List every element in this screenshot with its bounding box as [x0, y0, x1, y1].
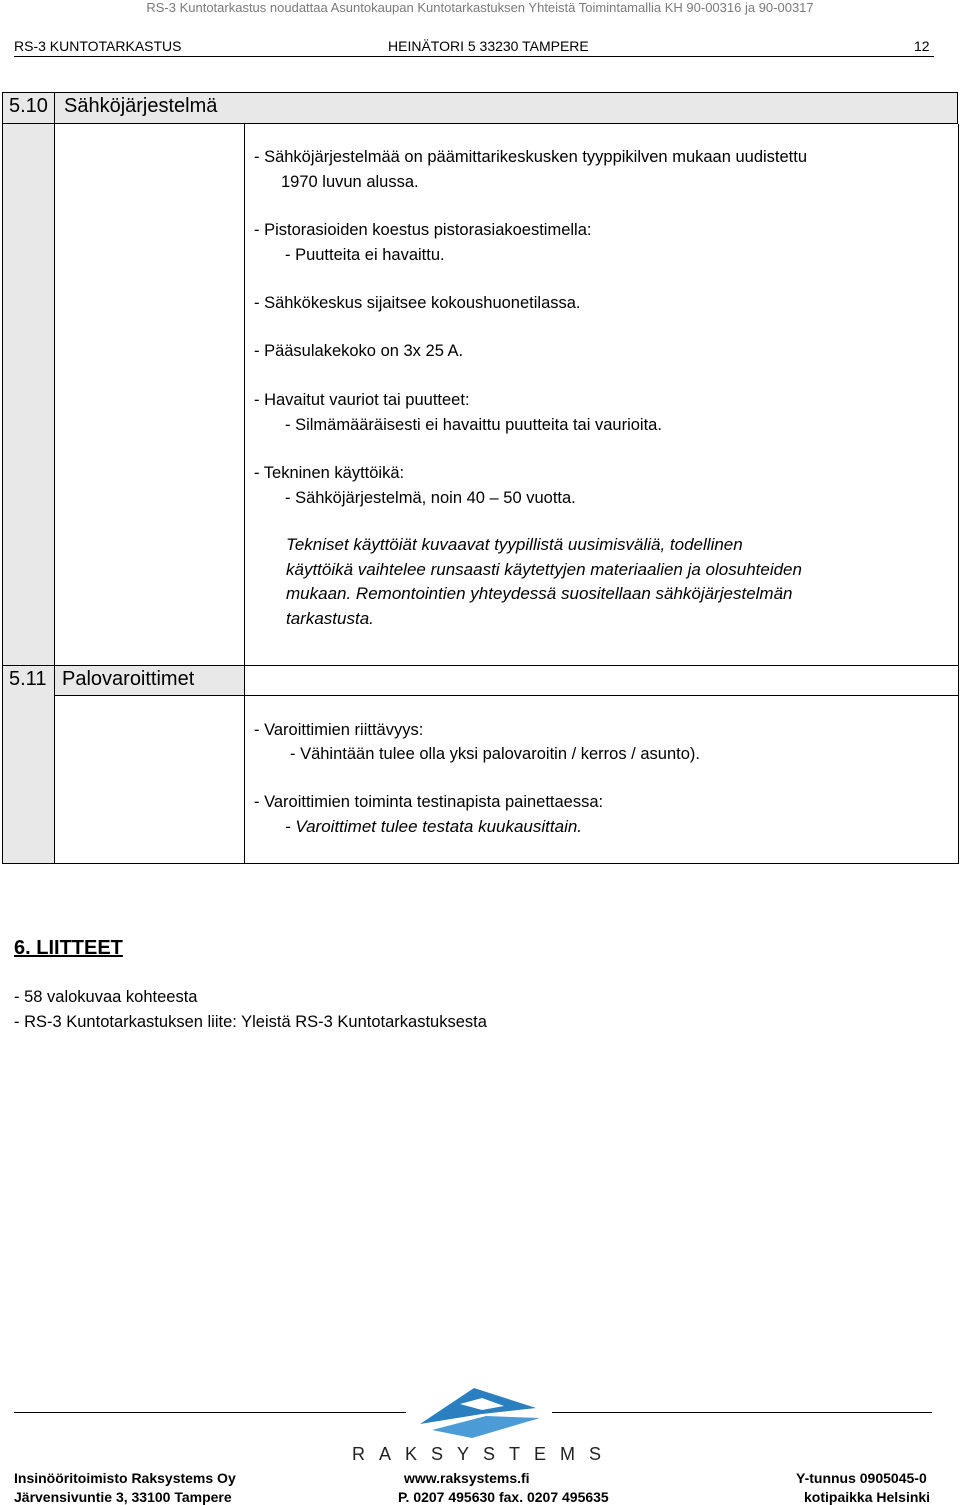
section-511-gray-column	[2, 695, 54, 863]
section-510-line-4: - Puutteita ei havaittu.	[285, 246, 445, 264]
section-510-note-1: Tekniset käyttöiät kuvaavat tyypillistä uusimisväliä, todellinen	[286, 535, 743, 554]
section-511-number: 5.11	[9, 668, 47, 690]
section-510-number: 5.10	[9, 95, 48, 117]
section-510-line-6: - Pääsulakekoko on 3x 25 A.	[254, 342, 464, 360]
section-511-title: Palovaroittimet	[62, 668, 195, 690]
section-510-line-9: - Tekninen käyttöikä:	[254, 464, 405, 482]
header-rule	[14, 56, 934, 57]
section-510-left-border	[2, 124, 3, 665]
section-510-right-border	[958, 124, 959, 665]
section-511-header-bottom	[2, 695, 959, 696]
top-note: RS-3 Kuntotarkastus noudattaa Asuntokaupan Kuntotarkastuksen Yhteistä Toimintamallia KH 90-00316 ja 90-00317	[146, 0, 814, 15]
section-510-line-7: - Havaitut vauriot tai puutteet:	[254, 391, 470, 409]
footer-rule-right	[552, 1412, 932, 1413]
footer-company: Insinööritoimisto Raksystems Oy	[14, 1470, 236, 1486]
section-510-note-4: tarkastusta.	[286, 609, 374, 628]
section-511-left-border	[2, 695, 3, 863]
section-510-line-10: - Sähköjärjestelmä, noin 40 – 50 vuotta.	[285, 489, 576, 507]
section-511-col-divider-1	[54, 695, 55, 863]
section-511-header-left	[2, 665, 3, 695]
header-address: HEINÄTORI 5 33230 TAMPERE	[388, 38, 589, 54]
section-511-line-3: - Varoittimien toiminta testinapista painettaessa:	[254, 793, 604, 811]
section-510-line-1: - Sähköjärjestelmää on päämittarikeskusken tyyppikilven mukaan uudistettu	[254, 148, 808, 166]
section-511-header-divider-2	[244, 665, 245, 695]
attachment-item-2: - RS-3 Kuntotarkastuksen liite: Yleistä RS-3 Kuntotarkastuksesta	[14, 1013, 487, 1031]
attachments-title: 6. LIITTEET	[14, 937, 123, 959]
section-510-line-5: - Sähkökeskus sijaitsee kokoushuonetilassa.	[254, 294, 581, 312]
section-510-note-3: mukaan. Remontointien yhteydessä suositellaan sähköjärjestelmän	[286, 584, 793, 603]
section-511-top-border	[2, 665, 959, 666]
footer-website: www.raksystems.fi	[404, 1470, 530, 1486]
footer-address: Järvensivuntie 3, 33100 Tampere	[14, 1489, 232, 1505]
footer-phone: P. 0207 495630 fax. 0207 495635	[398, 1489, 609, 1505]
section-511-header-right	[958, 665, 959, 695]
footer-business-id: Y-tunnus 0905045-0	[796, 1470, 927, 1486]
section-510-col-divider-2	[244, 124, 245, 665]
section-510-note-2: käyttöikä vaihtelee runsaasti käytettyjen materiaalien ja olosuhteiden	[286, 560, 802, 579]
section-510-title: Sähköjärjestelmä	[64, 95, 218, 117]
section-510-col-divider-1	[54, 124, 55, 665]
section-510-line-8: - Silmämääräisesti ei havaittu puutteita tai vaurioita.	[285, 416, 662, 434]
section-510-gray-column	[2, 124, 54, 665]
footer-domicile: kotipaikka Helsinki	[804, 1489, 931, 1505]
section-510-line-2: 1970 luvun alussa.	[281, 173, 419, 191]
section-511-bottom-border	[2, 863, 959, 864]
page-number: 12	[914, 38, 930, 54]
section-511-italic-line: - Varoittimet tulee testata kuukausittain.	[285, 817, 583, 836]
header-title: RS-3 KUNTOTARKASTUS	[14, 38, 182, 54]
section-510-line-3: - Pistorasioiden koestus pistorasiakoestimella:	[254, 221, 592, 239]
section-511-line-2: - Vähintään tulee olla yksi palovaroitin / kerros / asunto).	[290, 745, 700, 763]
raksystems-logo-icon	[412, 1384, 548, 1442]
section-511-col-divider-2	[244, 695, 245, 863]
logo-wordmark: RAKSYSTEMS	[352, 1444, 616, 1464]
footer-rule-left	[14, 1412, 406, 1413]
section-510-header-divider	[54, 92, 55, 124]
section-511-line-1: - Varoittimien riittävyys:	[254, 721, 424, 739]
section-511-header-divider-1	[54, 665, 55, 695]
attachment-item-1: - 58 valokuvaa kohteesta	[14, 988, 198, 1006]
section-511-right-border	[958, 695, 959, 863]
